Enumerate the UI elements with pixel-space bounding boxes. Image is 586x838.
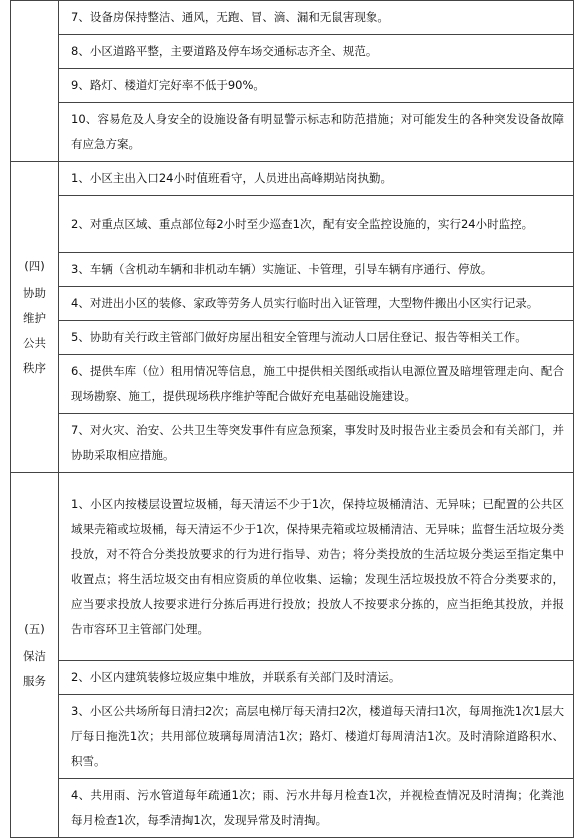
table-row (11, 695, 574, 779)
item-cell: 1、小区内按楼层设置垃圾桶，每天清运不少于1次，保持垃圾桶清洁、无异味；已配置的公共区域果壳箱或垃圾桶，每天清运不少于1次，保持果壳箱或垃圾桶清洁、无异味；监督生活垃圾分类投放，对不符合分类投放要求的行为进行指导、劝告；将分类投放的生活垃圾分类运至指定集中收置点；将生活垃圾交由有相应资质的单位收集、运输；发现生活垃圾投放不符合分类要求的，应当要求投放人按要求进行分拣后再进行投放；投放人不按要求分拣的，应当拒绝其投放，并报告市容环卫主管部门处理。 (59, 473, 574, 661)
category-label-line: 秩序 (23, 360, 46, 375)
table-row (11, 103, 574, 162)
item-cell: 9、路灯、楼道灯完好率不低于90%。 (59, 69, 574, 103)
table-row (11, 35, 574, 69)
item-cell: 7、对火灾、治安、公共卫生等突发事件有应急预案，事发时及时报告业主委员会和有关部门，并协助采取相应措施。 (59, 414, 574, 473)
item-cell: 3、车辆（含机动车辆和非机动车辆）实施证、卡管理，引导车辆有序通行、停放。 (59, 253, 574, 287)
item-cell: 8、小区道路平整，主要道路及停车场交通标志齐全、规范。 (59, 35, 574, 69)
table-row (11, 1, 574, 35)
category-label-line: 维护 (23, 310, 46, 325)
item-cell: 4、对进出小区的装修、家政等劳务人员实行临时出入证管理，大型物件搬出小区实行记录。 (59, 287, 574, 321)
table-row (11, 287, 574, 321)
category-label-line: 协助 (23, 285, 46, 300)
table-row (11, 69, 574, 103)
item-cell: 10、容易危及人身安全的设施设备有明显警示标志和防范措施；对可能发生的各种突发设备故障有应急方案。 (59, 103, 574, 162)
item-cell: 4、共用雨、污水管道每年疏通1次；雨、污水井每月检查1次，并视检查情况及时清掏；化粪池每月检查1次，每季清掏1次，发现异常及时清掏。 (59, 779, 574, 838)
table-row (11, 661, 574, 695)
category-cell (11, 473, 59, 838)
table-row (11, 779, 574, 838)
category-label-line: (五) (24, 621, 45, 636)
item-cell: 1、小区主出入口24小时值班看守，人员进出高峰期站岗执勤。 (59, 162, 574, 196)
category-label-line: 公共 (23, 335, 46, 350)
category-cell (11, 1, 59, 162)
item-cell: 3、小区公共场所每日清扫2次；高层电梯厅每天清扫2次，楼道每天清扫1次，每周拖洗1次1层大厅每日拖洗1次；共用部位玻璃每周清洁1次；路灯、楼道灯每周清洁1次。及时清除道路积水、积雪。 (59, 695, 574, 779)
item-cell: 6、提供车库（位）租用情况等信息，施工中提供相关图纸或指认电源位置及暗埋管理走向、配合现场勘察、施工，提供现场秩序维护等配合做好充电基础设施建设。 (59, 355, 574, 414)
item-cell: 7、设备房保持整洁、通风，无跑、冒、滴、漏和无鼠害现象。 (59, 1, 574, 35)
item-cell: 2、对重点区域、重点部位每2小时至少巡查1次，配有安全监控设施的，实行24小时监控。 (59, 196, 574, 253)
table-body (11, 1, 574, 838)
category-label-line: 保洁 (23, 648, 46, 663)
category-cell (11, 162, 59, 473)
table-row (11, 355, 574, 414)
item-cell: 5、协助有关行政主管部门做好房屋出租安全管理与流动人口居住登记、报告等相关工作。 (59, 321, 574, 355)
table-row (11, 473, 574, 661)
table-row (11, 253, 574, 287)
table-row (11, 321, 574, 355)
table-row (11, 162, 574, 196)
service-standard-table (10, 0, 574, 838)
category-label-line: 服务 (23, 673, 46, 688)
table-row (11, 196, 574, 253)
category-label-line: (四) (24, 258, 45, 273)
table-row (11, 414, 574, 473)
item-cell: 2、小区内建筑装修垃圾应集中堆放，并联系有关部门及时清运。 (59, 661, 574, 695)
